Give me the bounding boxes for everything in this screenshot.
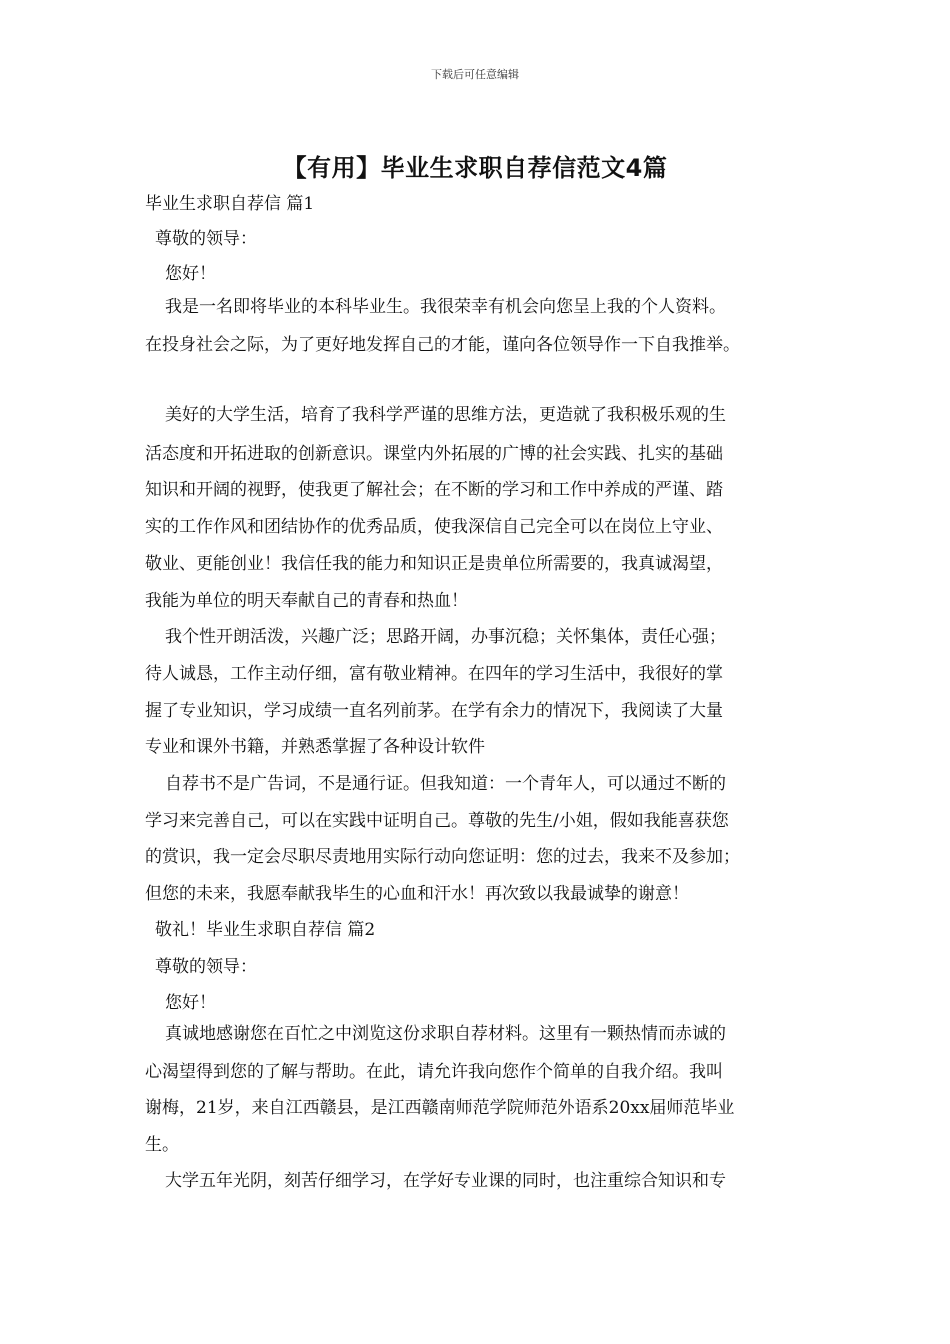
- text-line: 待人诚恳，工作主动仔细，富有敬业精神。在四年的学习生活中，我很好的掌: [145, 664, 723, 684]
- text-line: 毕业生求职自荐信 篇1: [145, 194, 315, 214]
- text-line: 自荐书不是广告词，不是通行证。但我知道：一个青年人，可以通过不断的: [165, 774, 726, 794]
- text-line: 敬业、更能创业！我信任我的能力和知识正是贵单位所需要的，我真诚渴望，: [145, 554, 723, 574]
- text-line: 生。: [145, 1135, 179, 1155]
- text-line: 心渴望得到您的了解与帮助。在此，请允许我向您作个简单的自我介绍。我叫: [145, 1062, 723, 1082]
- text-line: 知识和开阔的视野，使我更了解社会；在不断的学习和工作中养成的严谨、踏: [145, 480, 723, 500]
- text-line: 学习来完善自己，可以在实践中证明自己。尊敬的先生/小姐，假如我能喜获您: [145, 811, 729, 831]
- text-line: 大学五年光阴，刻苦仔细学习，在学好专业课的同时，也注重综合知识和专: [165, 1171, 726, 1191]
- text-line: 敬礼！毕业生求职自荐信 篇2: [155, 920, 376, 940]
- text-line: 真诚地感谢您在百忙之中浏览这份求职自荐材料。这里有一颗热情而赤诚的: [165, 1024, 726, 1044]
- text-line: 尊敬的领导：: [155, 229, 257, 249]
- text-line: 在投身社会之际，为了更好地发挥自己的才能，谨向各位领导作一下自我推举。: [145, 335, 740, 355]
- text-line: 我个性开朗活泼，兴趣广泛；思路开阔，办事沉稳；关怀集体，责任心强；: [165, 627, 726, 647]
- text-line: 我是一名即将毕业的本科毕业生。我很荣幸有机会向您呈上我的个人资料。: [165, 297, 726, 317]
- text-line: 谢梅，21岁，来自江西赣县，是江西赣南师范学院师范外语系20xx届师范毕业: [145, 1098, 735, 1118]
- text-line: 的赏识，我一定会尽职尽责地用实际行动向您证明：您的过去，我来不及参加；: [145, 847, 740, 867]
- text-line: 尊敬的领导：: [155, 957, 257, 977]
- text-line: 我能为单位的明天奉献自己的青春和热血！: [145, 591, 468, 611]
- text-line: 专业和课外书籍，并熟悉掌握了各种设计软件: [145, 737, 485, 757]
- text-line: 活态度和开拓进取的创新意识。课堂内外拓展的广博的社会实践、扎实的基础: [145, 444, 723, 464]
- text-line: 握了专业知识，学习成绩一直名列前茅。在学有余力的情况下，我阅读了大量: [145, 701, 723, 721]
- text-line: 实的工作作风和团结协作的优秀品质，使我深信自己完全可以在岗位上守业、: [145, 517, 723, 537]
- document-title: 【有用】毕业生求职自荐信范文4篇: [282, 154, 668, 182]
- text-line: 您好！: [165, 993, 216, 1013]
- text-line: 美好的大学生活，培育了我科学严谨的思维方法，更造就了我积极乐观的生: [165, 405, 726, 425]
- text-line: 您好！: [165, 264, 216, 284]
- text-line: 但您的未来，我愿奉献我毕生的心血和汗水！再次致以我最诚挚的谢意！: [145, 884, 689, 904]
- page-header-note: 下载后可任意编辑: [431, 68, 519, 81]
